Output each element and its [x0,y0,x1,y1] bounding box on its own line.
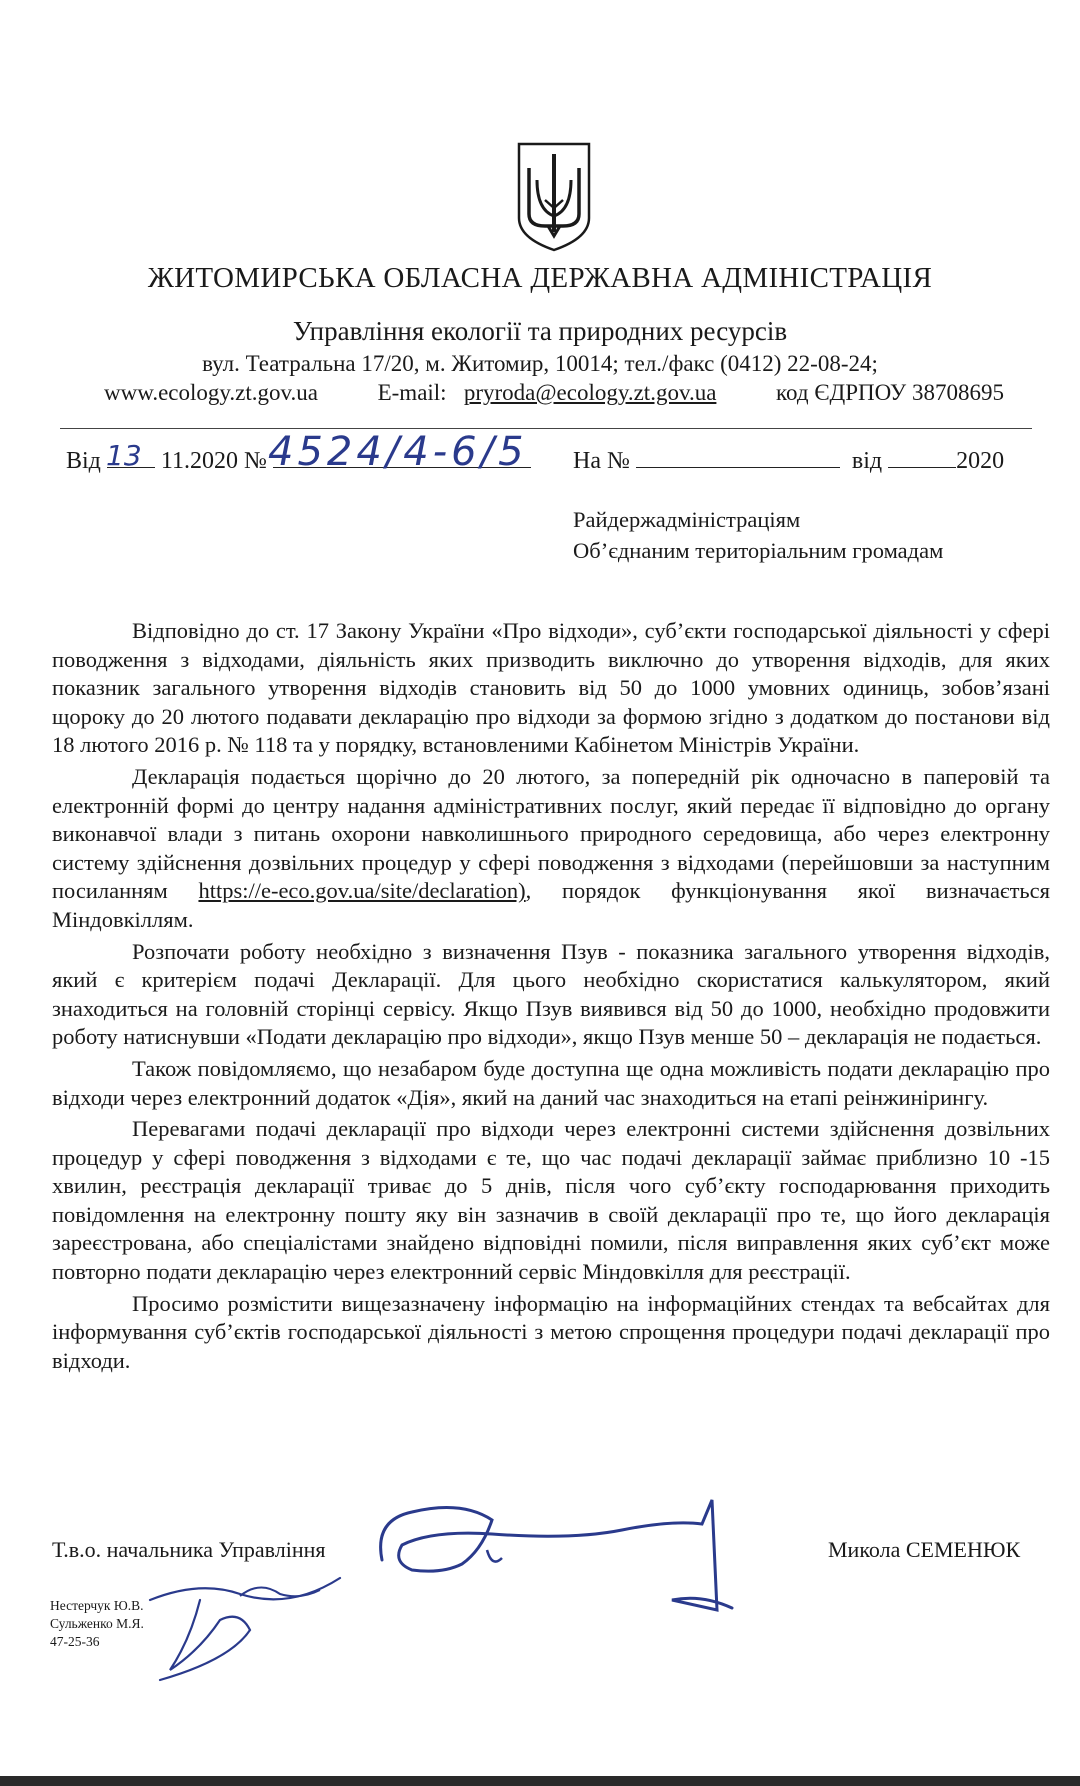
signer-title: Т.в.о. начальника Управління [52,1537,326,1562]
body-paragraph: Розпочати роботу необхідно з визначення Пзув - показника загального утворення відходів, який є критерієм подачі Декларації. Для цього необхідно скористатися калькулятором, який знаходиться на головній сторінці сервісу. Якщо Пзув виявився від 50 до 1000, необхідно продовжити роботу натиснувши «Подати декларацію про відходи», якщо Пзув менше 50 – декларація не подається. [52,938,1050,1050]
executors-block [50,1597,144,1651]
recipients-block [573,504,943,566]
executor-line: Сульженко М.Я. [50,1616,144,1631]
ref-number-label: На № [573,448,630,474]
paragraph-text: , порядок функціонування якої визначається Міндовкіллям. [52,878,1051,932]
number-label: № [244,448,267,474]
department-name: Управління екології та природних ресурсів [292,316,788,346]
header-divider [60,428,1032,429]
body-paragraph: Відповідно до ст. 17 Закону України «Про відходи», суб’єкти господарської діяльності у сфері поводження з відходами, діяльність яких призводить виключно до утворення відходів, для яких показник загального утворення відходів становить від 50 до 1000 умовних одиниць, зобов’язані щороку до 20 лютого подавати декларацію про відходи за формою згідно з додатком до постанови від 18 лютого 2016 р. № 118 та у порядку, встановленими Кабінетом Міністрів України. [52,618,1050,758]
body-paragraph: Також повідомляємо, що незабаром буде доступна ще одна можливість подати декларацію про відходи через електронний додаток «Дія», який на даний час знаходиться на етапі реінжинірингу. [52,1055,1050,1110]
ref-date-underline [888,445,956,468]
recipient-line: Об’єднаним територіальним громадам [573,538,944,563]
scan-bottom-edge [0,1776,1080,1786]
reference-line [573,445,1004,475]
contacts-line [104,380,1004,406]
handwritten-date-day: 13 [106,439,142,472]
body-paragraph: Просимо розмістити вищезазначену інформацію на інформаційних стендах та вебсайтах для інформування суб’єктів господарської діяльності з метою спрощення процедури подачі декларації про відходи. [52,1290,1050,1373]
email-label: E-mail: [377,380,447,405]
ref-number-underline [636,445,840,468]
email-link[interactable]: pryroda@ecology.zt.gov.ua [463,380,717,405]
executor-line: Нестерчук Ю.В. [50,1598,144,1613]
trident-emblem-icon [515,140,593,254]
ref-year: 2020 [956,448,1005,474]
handwritten-registration-number: 4524/4-6/5 [268,429,528,475]
organization-title: ЖИТОМИРСЬКА ОБЛАСНА ДЕРЖАВНА АДМІНІСТРАЦІЯ [147,262,933,294]
letter-body [52,617,1050,1378]
edrpou-code: код ЄДРПОУ 38708695 [776,380,1004,405]
declaration-link[interactable]: https://e-eco.gov.ua/site/declaration) [198,878,526,904]
from-label: Від [66,448,101,474]
website-link[interactable]: www.ecology.zt.gov.ua [104,380,318,405]
recipient-line: Райдержадміністраціям [573,507,801,532]
executor-signature [140,1570,370,1685]
executor-phone: 47-25-36 [50,1634,100,1649]
date-rest: 11.2020 [160,448,238,474]
paragraph-text: Декларація подається щорічно до 20 лютого, за попередній рік одночасно в паперовій та електронній формі до центру надання адміністративних послуг, який передає її відповідно до органу виконавчої влади з питань охорони навколишнього природного середовища, або через електронну систему здійснення дозвільних процедур у сфері поводження з відходами (перейшовши за наступним посиланням [52,763,1050,904]
body-paragraph [52,763,1050,935]
email-group [378,380,717,406]
ref-from-label: від [851,448,883,474]
registration-line [66,429,531,475]
department-address: вул. Театральна 17/20, м. Житомир, 10014; тел./факс (0412) 22-08-24; [202,351,878,376]
body-paragraph: Перевагами подачі декларації про відходи через електронні системи здійснення дозвільних процедур у сфері поводження з відходами є те, що час подачі декларації займає приблизно 10 -15 хвилин, реєстрація декларації триває до 5 днів, після чого суб’єкту господарювання приходить повідомлення на електронну пошту яку він зазначив в своїй декларації про те, що його декларація зареєстрована, або спеціалістами знайдено відповідні помили, після виправлення яких суб’єкт може повторно подати декларацію через електронний сервіс Міндовкілля для реєстрації. [52,1116,1050,1285]
signer-name: Микола СЕМЕНЮК [828,1537,1021,1562]
handwritten-signature [372,1490,772,1640]
